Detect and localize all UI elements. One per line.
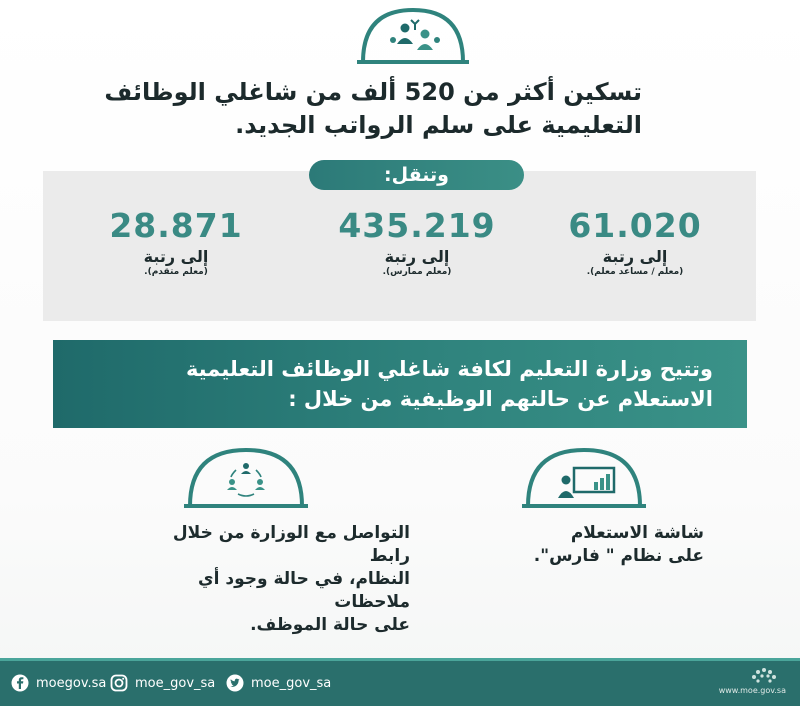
- facebook-handle: moegov.sa: [36, 675, 107, 691]
- stat-value: 61.020: [568, 206, 702, 245]
- top-dome-people-icon: [357, 6, 469, 64]
- banner-line-1: وتتيح وزارة التعليم لكافة شاغلي الوظائف التعليمية: [185, 357, 713, 381]
- instagram-handle: moe_gov_sa: [135, 675, 216, 691]
- stat-note: (معلم متقدم).: [144, 267, 208, 277]
- footer-stripe: [0, 658, 800, 661]
- stat-value: 435.219: [338, 206, 496, 245]
- stat-note: (معلم / مساعد معلم).: [586, 267, 684, 277]
- instagram-link[interactable]: [110, 673, 215, 693]
- ministry-logo: [718, 664, 788, 702]
- stat-rank: إلى رتبة: [602, 247, 668, 266]
- headline-line-1: تسكين أكثر من 520 ألف من شاغلي الوظائف: [104, 78, 642, 106]
- people-cycle-icon: [184, 446, 308, 508]
- stat-rank: إلى رتبة: [384, 247, 450, 266]
- stat-advanced: [76, 206, 276, 277]
- facebook-icon: [11, 674, 29, 692]
- stat-rank: إلى رتبة: [143, 247, 209, 266]
- stat-value: 28.871: [109, 206, 243, 245]
- info-banner: [53, 340, 747, 428]
- transfer-label-pill: وتنقل:: [309, 160, 524, 190]
- twitter-handle: moe_gov_sa: [251, 675, 332, 691]
- stat-teacher-assistant: [535, 206, 735, 277]
- twitter-icon: [226, 674, 244, 692]
- footer: [0, 658, 800, 706]
- stat-practitioner: [317, 206, 517, 277]
- banner-line-2: الاستعلام عن حالتهم الوظيفية من خلال :: [288, 387, 713, 411]
- feature-left-line-3: على حالة الموظف.: [250, 615, 410, 635]
- instagram-icon: [110, 674, 128, 692]
- headline: [82, 76, 642, 142]
- stat-note: (معلم ممارس).: [382, 267, 452, 277]
- feature-right-line-1: شاشة الاستعلام: [570, 523, 704, 543]
- presentation-board-icon: [522, 446, 646, 508]
- twitter-link[interactable]: [226, 673, 331, 693]
- facebook-link[interactable]: [11, 673, 106, 693]
- feature-left-line-2: النظام، في حالة وجود أي ملاحظات: [198, 569, 410, 612]
- feature-contact-ministry: [170, 522, 410, 637]
- feature-left-line-1: التواصل مع الوزارة من خلال رابط: [172, 523, 410, 566]
- website-text: www.moe.gov.sa: [718, 686, 786, 695]
- headline-line-2: التعليمية على سلم الرواتب الجديد.: [235, 111, 642, 139]
- feature-inquiry-screen: [504, 522, 704, 568]
- banner-text: [93, 354, 713, 414]
- feature-right-line-2: على نظام " فارس".: [533, 546, 704, 566]
